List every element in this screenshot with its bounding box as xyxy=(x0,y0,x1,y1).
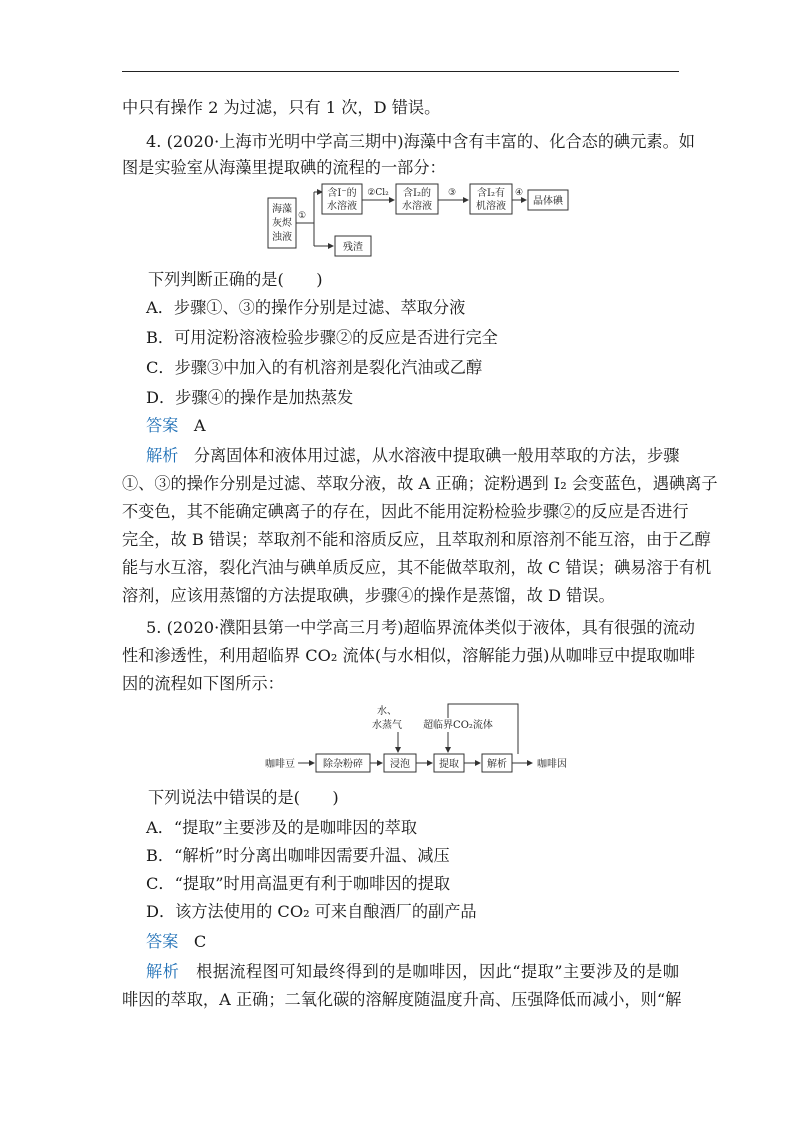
q4-analysis-label: 解析 xyxy=(146,446,179,465)
q4-answer-label: 答案 xyxy=(146,416,179,435)
q4-answer-value: A xyxy=(193,416,206,435)
q4-analysis-line-5: 能与水互溶，裂化汽油与碘单质反应，其不能做萃取剂，故 C 错误；碘易溶于有机 xyxy=(122,558,712,577)
q4-node-b-l2: 水溶液 xyxy=(402,201,432,212)
q4-analysis-line-2: ①、③的操作分别是过滤、萃取分液，故 A 正确；淀粉遇到 I₂ 会变蓝色，遇碘离子 xyxy=(122,474,718,493)
q4-analysis-line-1 xyxy=(146,446,679,466)
q4-node-start-l2: 灰烬 xyxy=(272,218,292,229)
q4-node-c-l2: 机溶液 xyxy=(476,201,506,212)
header-rule xyxy=(122,71,679,72)
q4-node-residue-label: 残渣 xyxy=(343,242,363,253)
q5-node-1-label: 除杂粉碎 xyxy=(323,759,363,770)
q4-node-a-l1: 含I⁻的 xyxy=(327,188,357,199)
q5-analysis-line-1 xyxy=(146,962,679,982)
q4-step-3: ③ xyxy=(447,188,457,198)
q4-node-a-l2: 水溶液 xyxy=(327,201,357,212)
continuation-text: 中只有操作 2 为过滤，只有 1 次，D 错误。 xyxy=(122,98,441,117)
q4-node-c-l1: 含I₂有 xyxy=(477,188,505,199)
q5-node-2-label: 浸泡 xyxy=(390,759,410,770)
q4-answer-row xyxy=(146,416,206,436)
q5-input-water-l2: 水蒸气 xyxy=(372,720,402,731)
q5-answer-value: C xyxy=(193,932,207,951)
q5-node-3-label: 提取 xyxy=(439,759,459,770)
q5-option-d: D．该方法使用的 CO₂ 可来自酿酒厂的副产品 xyxy=(146,902,477,921)
q4-option-a: A．步骤①、③的操作分别是过滤、萃取分液 xyxy=(146,298,466,317)
q5-input-co2: 超临界CO₂流体 xyxy=(423,720,493,731)
q4-option-c: C．步骤③中加入的有机溶剂是裂化汽油或乙醇 xyxy=(146,358,483,377)
q4-option-d: D．步骤④的操作是加热蒸发 xyxy=(146,388,354,407)
q5-flow-diagram xyxy=(262,700,582,778)
q4-option-b: B．可用淀粉溶液检验步骤②的反应是否进行完全 xyxy=(146,328,498,347)
q4-analysis-text-1: 分离固体和液体用过滤，从水溶液中提取碘一般用萃取的方法，步骤 xyxy=(193,446,680,465)
q4-stem-line-1: 4. (2020·上海市光明中学高三期中)海藻中含有丰富的、化合态的碘元素。如 xyxy=(146,132,695,151)
q5-analysis-text-1: 根据流程图可知最终得到的是咖啡因，因此“提取”主要涉及的是咖 xyxy=(196,962,679,981)
q4-stem-line-2: 图是实验室从海藻里提取碘的流程的一部分： xyxy=(122,158,446,177)
q4-prompt: 下列判断正确的是( ) xyxy=(148,270,323,289)
q4-analysis-line-6: 溶剂，应该用蒸馏的方法提取碘，步骤④的操作是蒸馏，故 D 错误。 xyxy=(122,586,615,605)
q4-node-d-label: 晶体碘 xyxy=(533,196,563,207)
q5-analysis-label: 解析 xyxy=(146,962,180,981)
q5-node-end: 咖啡因 xyxy=(537,759,567,770)
q4-analysis-line-3: 不变色，其不能确定碘离子的存在，因此不能用淀粉检验步骤②的反应是否进行 xyxy=(122,502,689,521)
q5-option-c: C．“提取”时用高温更有利于咖啡因的提取 xyxy=(146,874,451,893)
q5-node-start: 咖啡豆 xyxy=(265,759,295,770)
q5-prompt: 下列说法中错误的是( ) xyxy=(148,788,339,807)
q5-option-b: B．“解析”时分离出咖啡因需要升温、减压 xyxy=(146,846,450,865)
q5-stem-line-3: 因的流程如下图所示： xyxy=(122,674,284,693)
q5-option-a: A．“提取”主要涉及的是咖啡因的萃取 xyxy=(146,818,418,837)
q5-stem-line-2: 性和渗透性，利用超临界 CO₂ 流体(与水相似，溶解能力强)从咖啡豆中提取咖啡 xyxy=(122,646,696,665)
q4-step-1: ① xyxy=(297,211,307,221)
q5-node-4-label: 解析 xyxy=(487,759,507,770)
q5-answer-label: 答案 xyxy=(146,932,179,951)
q5-stem-line-1: 5. (2020·濮阳县第一中学高三月考)超临界流体类似于液体，具有很强的流动 xyxy=(146,618,695,637)
q5-input-water-l1: 水、 xyxy=(377,706,397,717)
q5-analysis-line-2: 啡因的萃取，A 正确；二氧化碳的溶解度随温度升高、压强降低而减小，则“解 xyxy=(122,990,682,1009)
q5-answer-row xyxy=(146,932,206,952)
q4-node-b-l1: 含I₂的 xyxy=(403,188,431,199)
q4-step-4: ④ xyxy=(514,188,524,198)
q4-node-start-l3: 浊液 xyxy=(272,232,292,243)
q4-node-start-l1: 海藻 xyxy=(272,204,292,215)
q4-step-2: ②Cl₂ xyxy=(367,188,389,198)
q4-analysis-line-4: 完全，故 B 错误；萃取剂不能和溶质反应，且萃取剂和原溶剂不能互溶，由于乙醇 xyxy=(122,530,711,549)
q4-flow-diagram xyxy=(260,182,580,260)
